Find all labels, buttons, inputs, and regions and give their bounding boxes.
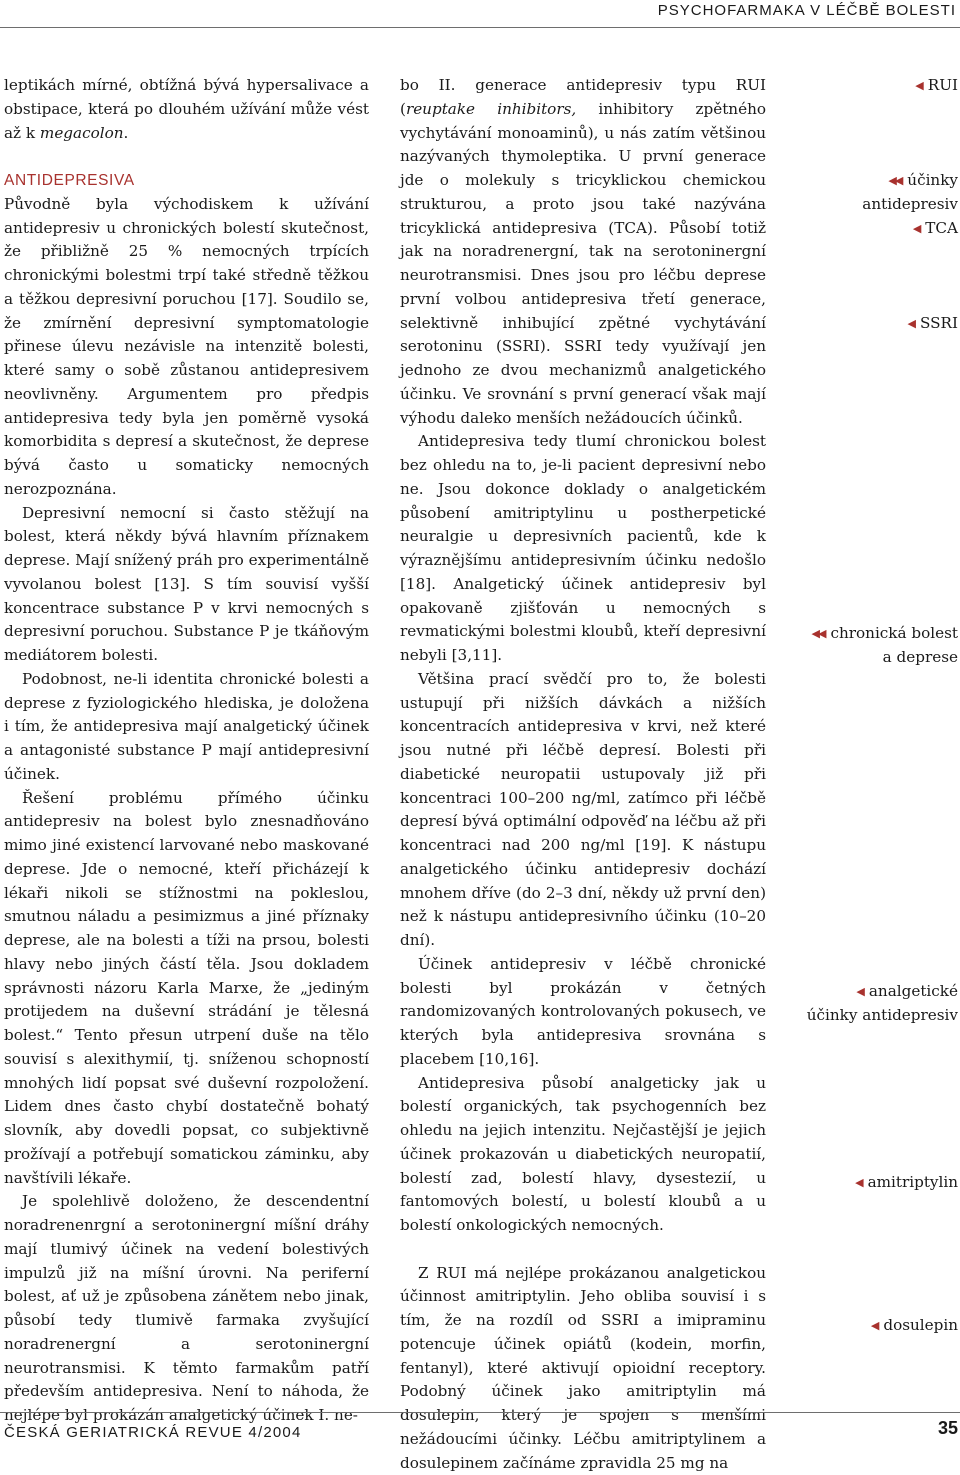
reuptake-term: reuptake inhibitors, <box>406 100 576 118</box>
running-title: PSYCHOFARMAKA V LÉČBĚ BOLESTI <box>658 2 956 19</box>
arrow-left-icon: ◀ <box>913 217 919 241</box>
paragraph: Podobnost, ne-li identita chronické bolesti a deprese z fyziologického hlediska, je doložena i tím, že antidepresiva mají analgetický účinek a antagonisté substance P mají antidepresivní účinek. <box>4 668 369 787</box>
margin-note-ucinky-antidepresiv: ◀◀ účinky antidepresiv <box>790 169 958 217</box>
paragraph: bo II. generace antidepresiv typu RUI (reuptake inhibitors, inhibitory zpětného vychytávání monoaminů), u nás zatím většinou nazývaných thymoleptika. U první generace jde o molekuly s tricyklickou chemickou strukturou, a proto jsou také nazývána tricyklická antidepresiva (TCA). Působí totiž jak na noradrenergní, tak na serotoninergní neurotransmisi. Dnes jsou pro léčbu deprese první volbou antidepresiva třetí generace, selektivně inhibující zpětné vychytávání serotoninu (SSRI). SSRI tedy využívají jen jednoho ze dvou mechanizmů analgetického účinku. Ve srovnání s první generací však mají výhodu daleko menších nežádoucích účinků. <box>400 74 766 430</box>
margin-note-amitriptylin: ◀ amitriptylin <box>790 1171 958 1195</box>
paragraph: Původně byla východiskem k užívání antidepresiv u chronických bolestí skutečnost, že přibližně 25 % nemocných trpících chronickými bolestmi trpí také středně těžkou a těžkou depresivní poruchou [17]. Soudilo se, že zmírnění depresivní symptomatologie přinese úlevu nezávisle na intenzitě bolesti, které samy o sobě zůstanou antidepresivem neovlivněny. Argumentem pro předpis antidepresiva tedy byla jen poměrně vysoká komorbidita s depresí a skutečnost, že deprese bývá často u somaticky nemocných nerozpoznána. <box>4 193 369 502</box>
intro-paragraph: leptikách mírné, obtížná bývá hypersalivace a obstipace, která po dlouhém užívání může vést až k megacolon. <box>4 74 369 145</box>
megacolon-term: megacolon <box>40 124 124 142</box>
paragraph: Řešení problému přímého účinku antidepresiv na bolest bylo znesnadňováno mimo jiné existencí larvované nebo maskované deprese. Jde o nemocné, kteří přicházejí k lékaři nikoli se stížnostmi na pokleslou, smutnou náladu a pesimizmus a jiné příznaky deprese, ale na bolesti a tíži na prsou, bolesti hlavy nebo jiných částí těla. Jsou dokladem správnosti názoru Karla Marxe, že „jediným protijedem na duševní strádání je tělesná bolest.“ Tento přesun utrpení duše na tělo souvisí s alexithymií, tj. sníženou schopností mnohých lidí popsat své duševní rozpoložení. Lidem dnes často chybí dostatečně bohatý slovník, aby dovedli popsat, co subjektivně prožívají a potřebují somatickou záminku, aby navštívili lékaře. <box>4 787 369 1191</box>
arrow-left-icon: ◀ <box>871 1314 877 1338</box>
double-arrow-left-icon: ◀◀ <box>888 169 901 193</box>
paragraph: Účinek antidepresiv v léčbě chronické bolesti byl prokázán v četných randomizovaných kontrolovaných pokusech, ve kterých byla antidepresiva srovnána s placebem [10,16]. <box>400 953 766 1072</box>
margin-note-chronicka-bolest: ◀◀ chronická bolest a deprese <box>790 622 958 670</box>
margin-notes <box>790 0 958 1380</box>
double-arrow-left-icon: ◀◀ <box>812 622 825 646</box>
left-column <box>4 74 369 1428</box>
journal-name: ČESKÁ GERIATRICKÁ REVUE 4/2004 <box>4 1424 301 1441</box>
paragraph: Většina prací svědčí pro to, že bolesti ustupují při nižších dávkách a nižších koncentracích antidepresiva v krvi, než které jsou nutné při léčbě depresí. Bolesti při diabetické neuropatii ustupovaly již při koncentraci 100–200 ng/ml, zatímco při léčbě depresí bývá optimální odpověď na léčbu až při koncentraci nad 200 ng/ml [19]. K nástupu analgetického účinku antidepresiv dochází mnohem dříve (do 2–3 dní, někdy už první den) než k nástupu antidepresivního účinku (10–20 dní). <box>400 668 766 953</box>
paragraph: Antidepresiva působí analgeticky jak u bolestí organických, tak psychogenních bez ohledu na jejich intenzitu. Nejčastější je jejich účinek prokazován u diabetických neuropatií, bolestí zad, bolestí hlavy, dysestezií, u fantomových bolestí, u bolestí kloubů a u bolestí onkologických nemocných. <box>400 1072 766 1238</box>
arrow-left-icon: ◀ <box>915 74 921 98</box>
paragraph: Depresivní nemocní si často stěžují na bolest, která někdy bývá hlavním příznakem deprese. Mají snížený práh pro experimentálně vyvolanou bolest [13]. S tím souvisí vyšší koncentrace substance P v krvi nemocných s depresivní poruchou. Substance P je tkáňovým mediátorem bolesti. <box>4 502 369 668</box>
footer-rule <box>0 1412 960 1413</box>
paragraph: Z RUI má nejlépe prokázanou analgetickou účinnost amitriptylin. Jeho obliba souvisí i s tím, že na rozdíl od SSRI a imipraminu potencuje účinek opiátů (kodein, morfin, fentanyl), které aktivují opioidní receptory. Podobný účinek jako amitriptylin má dosulepin, který je spojen s menšími nežádoucími účinky. Léčbu amitriptylinem a dosulepinem začínáme zpravidla 25 mg na <box>400 1262 766 1475</box>
paragraph: Antidepresiva tedy tlumí chronickou bolest bez ohledu na to, je-li pacient depresivní nebo ne. Jsou dokonce doklady o analgetickém působení amitriptylinu u postherpetické neuralgie u depresivních pacientů, kde k výraznějšímu antidepresivním účinku nedošlo [18]. Analgetický účinek antidepresiv byl opakovaně zjišťován u nemocných s revmatickými bolestmi kloubů, kteří depresivní nebyli [3,11]. <box>400 430 766 668</box>
margin-note-rui: ◀ RUI <box>790 74 958 98</box>
arrow-left-icon: ◀ <box>908 312 914 336</box>
page-number: 35 <box>938 1418 958 1439</box>
margin-note-analgeticke-ucinky: ◀ analgetické účinky antidepresiv <box>790 980 958 1028</box>
arrow-left-icon: ◀ <box>855 1171 861 1195</box>
middle-column <box>400 74 766 1475</box>
arrow-left-icon: ◀ <box>856 980 862 1004</box>
section-heading-antidepresiva: ANTIDEPRESIVA <box>4 169 369 193</box>
margin-note-ssri: ◀ SSRI <box>790 312 958 336</box>
paragraph: Je spolehlivě doloženo, že descendentní noradrenenrgní a serotoninergní míšní dráhy mají tlumivý účinek na vedení bolestivých impulzů již na míšní úrovni. Na periferní bolest, ať už je způsobena zánětem nebo jinak, působí tedy tlumivě farmaka zvyšující noradrenergní a serotoninergní neurotransmisi. K těmto farmakům patří především antidepresiva. Není to náhoda, že nejlépe byl prokázán analgetický účinek I. ne- <box>4 1190 369 1428</box>
margin-note-dosulepin: ◀ dosulepin <box>790 1314 958 1338</box>
page-footer <box>0 1412 960 1444</box>
margin-note-tca: ◀ TCA <box>790 217 958 241</box>
